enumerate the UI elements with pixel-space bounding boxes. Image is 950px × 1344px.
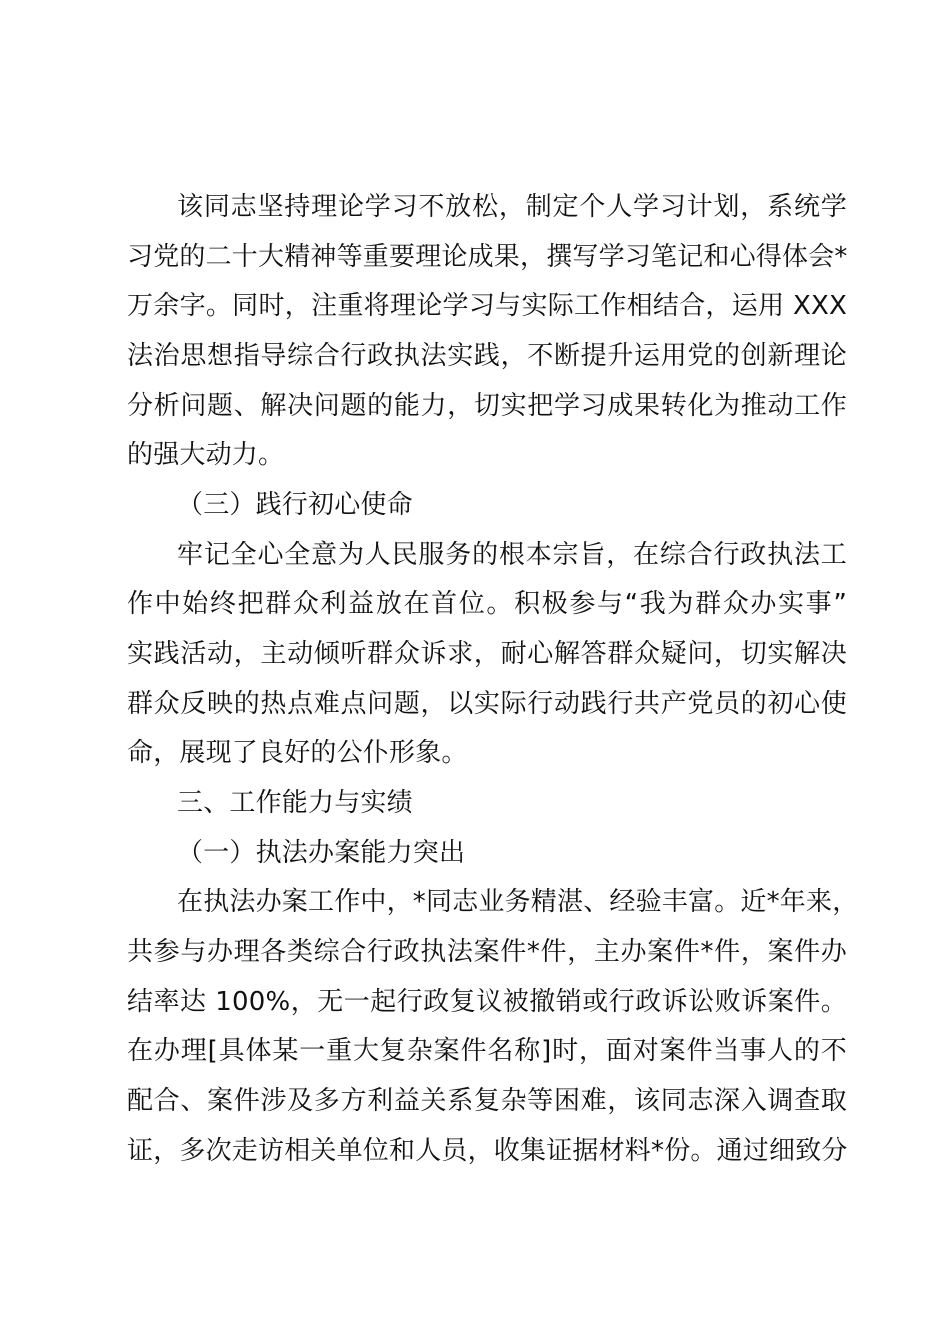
body-line: 万余字。同时，注重将理论学习与实际工作相结合，运用 XXX bbox=[127, 291, 847, 321]
body-line: 习党的二十大精神等重要理论成果，撰写学习笔记和心得体会* bbox=[127, 242, 848, 272]
body-line: 分析问题、解决问题的能力，切实把学习成果转化为推动工作 bbox=[127, 391, 847, 421]
body-line: 命，展现了良好的公仆形象。 bbox=[127, 738, 468, 768]
body-line: 证，多次走访相关单位和人员，收集证据材料*份。通过细致分 bbox=[127, 1136, 848, 1166]
body-line: 法治思想指导综合行政执法实践，不断提升运用党的创新理论 bbox=[127, 341, 847, 371]
body-line: 的强大动力。 bbox=[127, 440, 285, 470]
body-line: 牢记全心全意为人民服务的根本宗旨，在综合行政执法工 bbox=[177, 540, 847, 570]
body-line: 在办理[具体某一重大复杂案件名称]时，面对案件当事人的不 bbox=[127, 1036, 847, 1066]
chapter-heading: 三、工作能力与实绩 bbox=[177, 788, 413, 818]
body-line: 共参与办理各类综合行政执法案件*件，主办案件*件，案件办 bbox=[127, 937, 847, 967]
body-line: 作中始终把群众利益放在首位。积极参与“我为群众办实事” bbox=[127, 589, 847, 619]
body-line: 在执法办案工作中，*同志业务精湛、经验丰富。近*年来， bbox=[177, 887, 859, 917]
section-heading: （三）践行初心使命 bbox=[177, 490, 413, 520]
body-line: 结率达 100%，无一起行政复议被撤销或行政诉讼败诉案件。 bbox=[127, 987, 847, 1017]
section-heading: （一）执法办案能力突出 bbox=[177, 838, 466, 868]
body-line: 该同志坚持理论学习不放松，制定个人学习计划，系统学 bbox=[177, 192, 847, 222]
body-line: 实践活动，主动倾听群众诉求，耐心解答群众疑问，切实解决 bbox=[127, 639, 847, 669]
body-line: 群众反映的热点难点问题，以实际行动践行共产党员的初心使 bbox=[127, 689, 847, 719]
body-line: 配合、案件涉及多方利益关系复杂等困难，该同志深入调查取 bbox=[127, 1086, 847, 1116]
